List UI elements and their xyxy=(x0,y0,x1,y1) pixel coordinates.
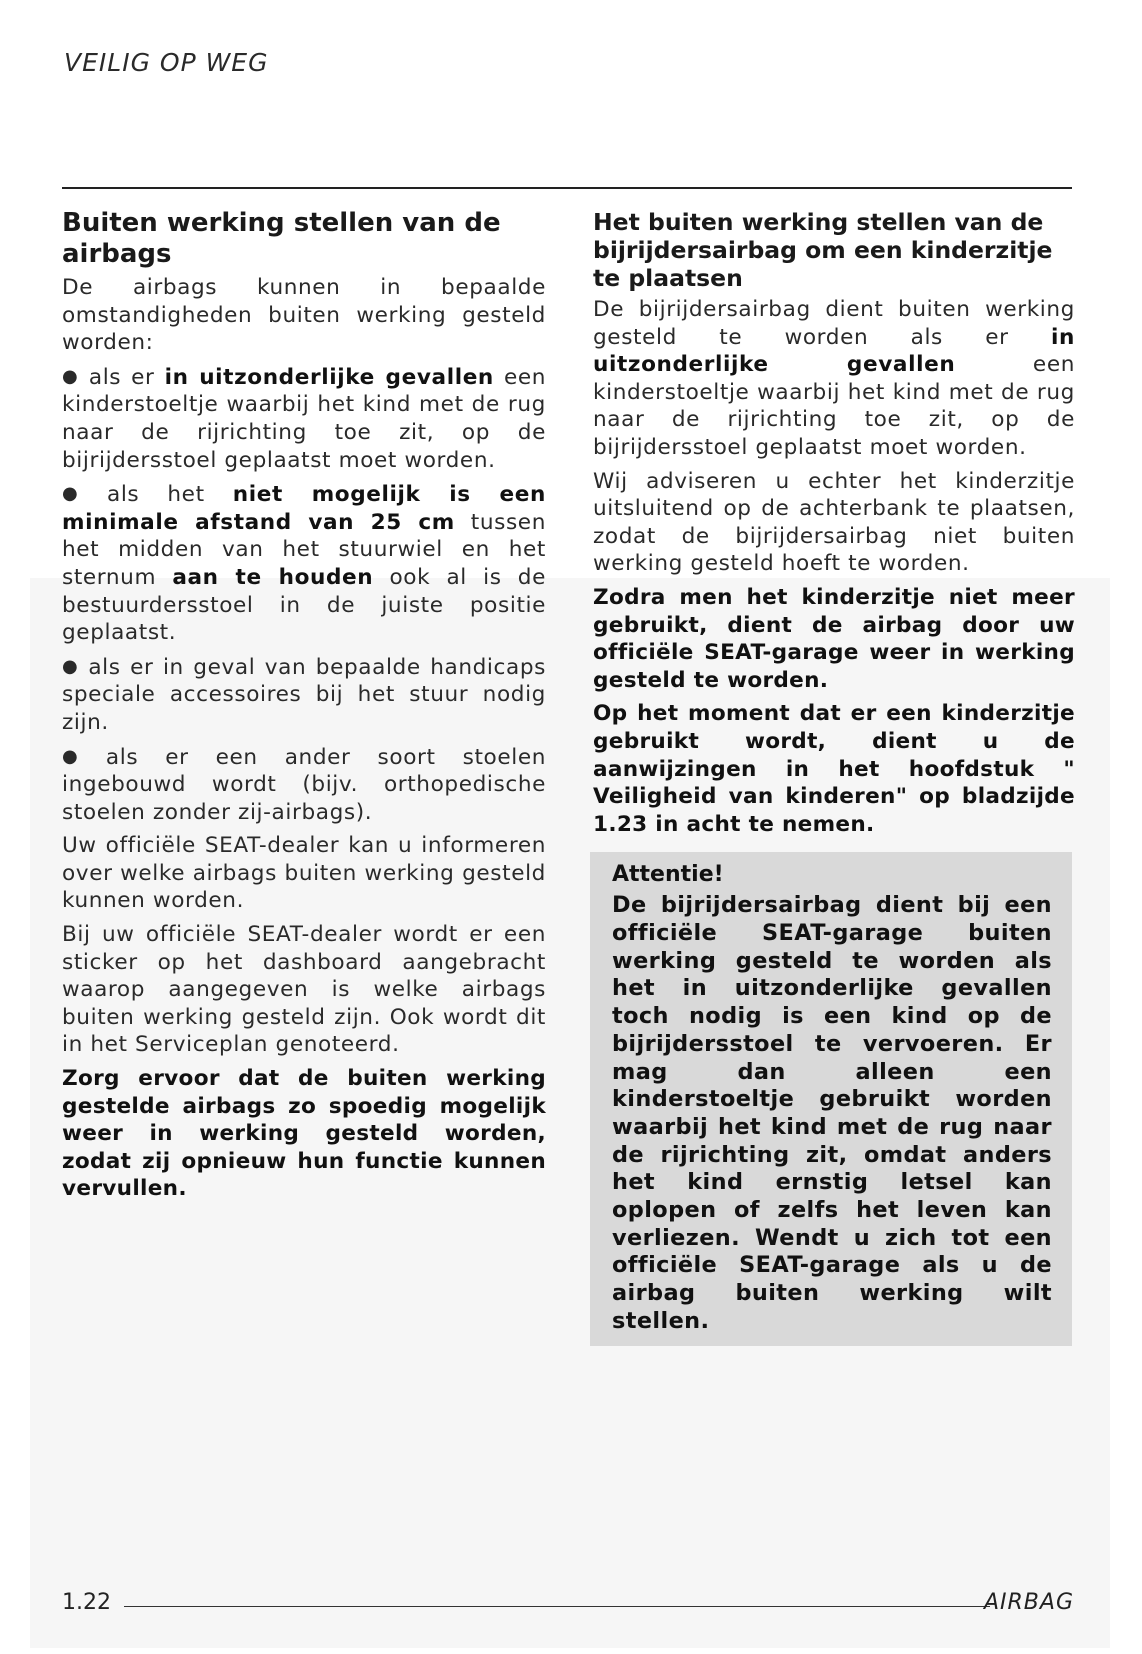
intro-paragraph: De airbags kunnen in bepaalde omstandigheden buiten werking gesteld worden: xyxy=(62,275,546,356)
left-heading: Buiten werking stellen van de airbags xyxy=(62,208,501,269)
left-column xyxy=(62,208,546,1209)
passenger-airbag-paragraph: De bijrijdersairbag dient buiten werking gesteld te worden als er in uitzonderlijke gevallen een kinderstoeltje waarbij het kind met de rug naar de rijrichting toe zit, op de bijrijdersstoel geplaatst moet worden. xyxy=(593,297,1075,460)
advice-paragraph: Wij adviseren u echter het kinderzitje uitsluitend op de achterbank te plaatsen, zodat de bijrijdersairbag niet buiten werking gesteld hoeft te worden. xyxy=(593,468,1075,577)
bullet-item: ● als er een ander soort stoelen ingebouwd wordt (bijv. orthopedische stoelen zonder zij-airbags). xyxy=(62,744,546,825)
bullet-item: ● als er in geval van bepaalde handicaps speciale accessoires bij het stuur nodig zijn. xyxy=(62,654,546,735)
running-header: VEILIG OP WEG xyxy=(64,48,269,77)
sticker-paragraph: Bij uw officiële SEAT-dealer wordt er een sticker op het dashboard aangebracht waarop aangegeven is welke airbags buiten werking gesteld zijn. Ook wordt dit in het Serviceplan genoteerd. xyxy=(62,922,546,1058)
dealer-paragraph: Uw officiële SEAT-dealer kan u informeren over welke airbags buiten werking gesteld kunnen worden. xyxy=(62,833,546,914)
reactivate-warning: Zorg ervoor dat de buiten werking gestelde airbags zo spoedig mogelijk weer in werking gesteld worden, zodat zij opnieuw hun functie kunnen vervullen. xyxy=(62,1066,546,1202)
page-footer xyxy=(62,1590,1074,1624)
right-column xyxy=(593,208,1075,1346)
footer-rule xyxy=(124,1606,990,1607)
reactivate-paragraph: Zodra men het kinderzitje niet meer gebruikt, dient de airbag door uw officiële SEAT-garage weer in werking gesteld te worden. xyxy=(593,584,1075,693)
page-number: 1.22 xyxy=(62,1590,111,1615)
bullet-icon: ● xyxy=(62,745,98,767)
attention-body: De bijrijdersairbag dient bij een officiële SEAT-garage buiten werking gesteld te worden als het in uitzonderlijke gevallen toch nodig is een kind op de bijrijdersstoel te vervoeren. Er mag dan alleen een kinderstoeltje gebruikt worden waarbij het kind met de rug naar de rijrichting zit, omdat anders het kind ernstig letsel kan oplopen of zelfs het leven kan verliezen. Wendt u zich tot een officiële SEAT-garage als u de airbag buiten werking wilt stellen. xyxy=(612,892,1052,1334)
section-name: AIRBAG xyxy=(983,1590,1074,1615)
bullet-item: ● als het niet mogelijk is een minimale afstand van 25 cm tussen het midden van het stuurwiel en het sternum aan te houden ook al is de bestuurdersstoel in de juiste positie geplaatst. xyxy=(62,482,547,646)
attention-title: Attentie! xyxy=(612,862,724,888)
right-heading: Het buiten werking stellen van de bijrijdersairbag om een kinderzitje te plaatsen xyxy=(593,208,1053,292)
bullet-icon: ● xyxy=(62,483,99,505)
bullet-item: ● als er in uitzonderlijke gevallen een kinderstoeltje waarbij het kind met de rug naar de rijrichting toe zit, op de bijrijdersstoel geplaatst moet worden. xyxy=(62,364,546,473)
child-seat-reference-paragraph: Op het moment dat er een kinderzitje gebruikt wordt, dient u de aanwijzingen in het hoofdstuk " Veiligheid van kinderen" op bladzijde 1.23 in acht te nemen. xyxy=(593,701,1075,837)
attention-box xyxy=(590,852,1072,1345)
bullet-icon: ● xyxy=(62,655,81,677)
bullet-icon: ● xyxy=(62,365,81,387)
top-rule xyxy=(62,187,1072,189)
